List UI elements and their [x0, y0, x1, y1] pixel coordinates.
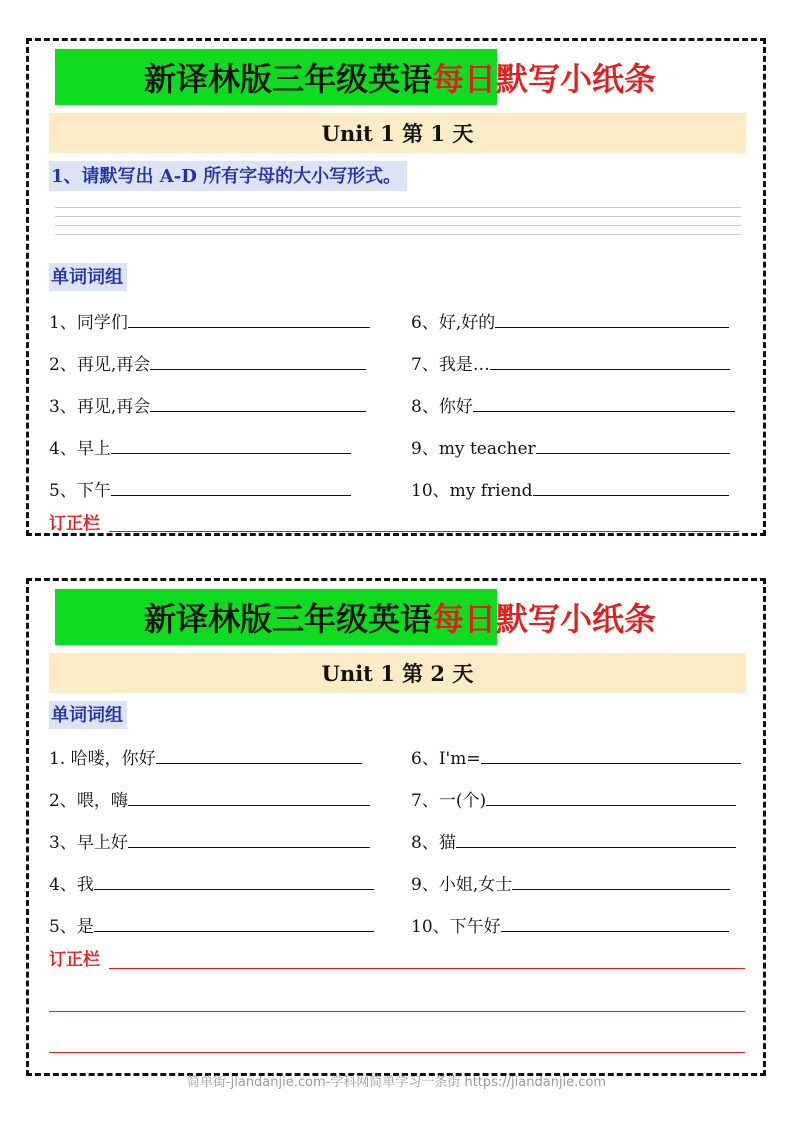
answer-blank[interactable] [495, 309, 729, 328]
answer-blank[interactable] [94, 913, 374, 932]
vocab-item: 5、是 [49, 913, 374, 939]
vocab-item: 2、再见,再会 [49, 351, 366, 377]
answer-blank[interactable] [501, 913, 729, 932]
vocab-item: 8、猫 [411, 829, 736, 855]
question-prompt: 1、请默写出 A-D 所有字母的大小写形式。 [49, 161, 407, 191]
answer-blank[interactable] [473, 393, 735, 412]
vocab-item: 4、我 [49, 871, 374, 897]
title-red-part: 每日默写小纸条 [432, 60, 657, 98]
vocab-item: 6、I'm= [411, 745, 741, 771]
unit-heading: Unit 1 第 2 天 [49, 653, 746, 693]
correction-line[interactable] [49, 1011, 745, 1012]
vocab-item: 9、my teacher [411, 435, 730, 461]
title-black-part: 新译林版三年级英语 [143, 600, 432, 638]
vocab-item: 10、my friend [411, 477, 729, 503]
dictation-card-day2 [26, 578, 766, 1076]
answer-blank[interactable] [94, 871, 374, 890]
card-title [55, 589, 745, 645]
answer-blank[interactable] [481, 745, 741, 764]
vocab-item: 3、再见,再会 [49, 393, 366, 419]
answer-blank[interactable] [128, 829, 370, 848]
correction-line[interactable] [49, 1052, 745, 1053]
unit-heading: Unit 1 第 1 天 [49, 113, 746, 153]
answer-blank[interactable] [536, 435, 730, 454]
vocab-item: 7、一(个) [411, 787, 736, 813]
vocab-item: 1、同学们 [49, 309, 370, 335]
answer-blank[interactable] [533, 477, 729, 496]
card-title [55, 49, 745, 105]
vocab-item: 8、你好 [411, 393, 735, 419]
title-black-part: 新译林版三年级英语 [143, 60, 432, 98]
dictation-card-day1 [26, 38, 766, 536]
vocab-item: 2、喂，嗨 [49, 787, 370, 813]
answer-blank[interactable] [111, 435, 351, 454]
section-label: 单词词组 [49, 263, 127, 291]
answer-blank[interactable] [128, 309, 370, 328]
footer-watermark: 简单街-jiandanjie.com-学科网简单学习一条街 https://jiandanjie.com [186, 1075, 607, 1090]
vocab-item: 10、下午好 [411, 913, 729, 939]
answer-blank[interactable] [150, 393, 366, 412]
vocab-item: 4、早上 [49, 435, 351, 461]
correction-label: 订正栏 [49, 514, 100, 534]
vocab-item: 1. 哈喽，你好 [49, 745, 362, 771]
vocab-item: 5、下午 [49, 477, 351, 503]
answer-blank[interactable] [512, 871, 730, 890]
title-red-part: 每日默写小纸条 [432, 600, 657, 638]
answer-blank[interactable] [490, 351, 730, 370]
vocab-item: 6、好,好的 [411, 309, 729, 335]
writing-area[interactable] [55, 207, 741, 247]
correction-line[interactable] [109, 968, 745, 969]
correction-line[interactable] [109, 531, 739, 532]
answer-blank[interactable] [128, 787, 370, 806]
answer-blank[interactable] [456, 829, 736, 848]
vocab-item: 7、我是… [411, 351, 730, 377]
answer-blank[interactable] [150, 351, 366, 370]
vocab-item: 9、小姐,女士 [411, 871, 730, 897]
answer-blank[interactable] [111, 477, 351, 496]
section-label: 单词词组 [49, 701, 127, 729]
vocab-item: 3、早上好 [49, 829, 370, 855]
answer-blank[interactable] [156, 745, 362, 764]
correction-label: 订正栏 [49, 950, 100, 970]
answer-blank[interactable] [486, 787, 736, 806]
